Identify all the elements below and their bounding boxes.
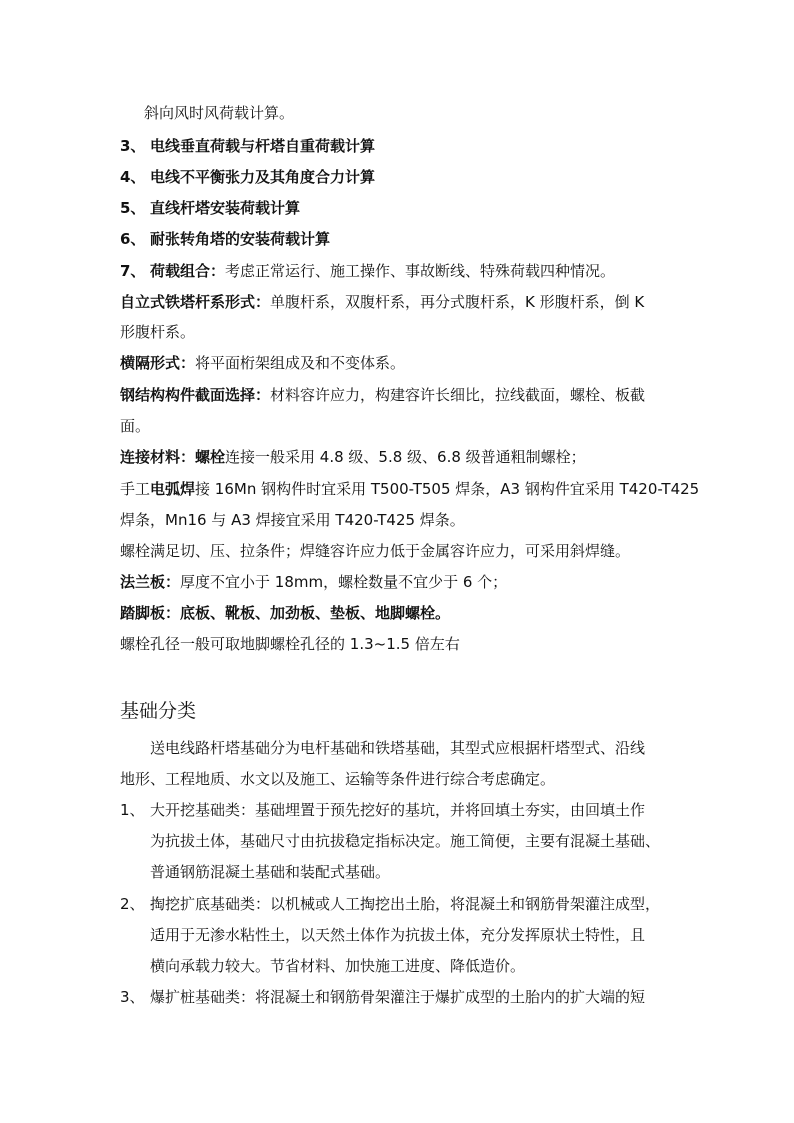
paragraph-line: 地形、工程地质、水文以及施工、运输等条件进行综合考虑确定。 xyxy=(120,770,556,788)
list-item-2: 2、 掏挖扩底基础类：以机械或人工掏挖出土胎，将混凝土和钢筋骨架灌注成型， xyxy=(120,895,661,913)
text-line: 焊条，Mn16 与 A3 焊接宜采用 T420-T425 焊条。 xyxy=(120,511,465,529)
list-item-6: 6、 耐张转角塔的安装荷载计算 xyxy=(120,230,331,248)
text-line: 踏脚板：底板、靴板、加劲板、垫板、地脚螺栓。 xyxy=(120,604,451,622)
list-item-continuation: 适用于无渗水粘性土，以天然土体作为抗拔土体，充分发挥原状土特性，且 xyxy=(150,926,646,944)
text-line: 横隔形式：将平面桁架组成及和不变体系。 xyxy=(120,354,406,372)
list-item-1: 1、 大开挖基础类：基础埋置于预先挖好的基坑，并将回填土夯实，由回填土作 xyxy=(120,801,646,819)
section-heading: 基础分类 xyxy=(120,700,197,722)
text-line: 形腹杆系。 xyxy=(120,323,196,341)
text-line: 手工电弧焊接 16Mn 钢构件时宜采用 T500-T505 焊条，A3 钢构件宜采用 T420-T425 xyxy=(120,480,700,498)
paragraph-line: 送电线路杆塔基础分为电杆基础和铁塔基础，其型式应根据杆塔型式、沿线 xyxy=(150,739,646,757)
list-item-7: 7、 荷载组合：考虑正常运行、施工操作、事故断线、特殊荷载四种情况。 xyxy=(120,262,616,280)
text-line: 斜向风时风荷载计算。 xyxy=(144,104,295,122)
list-item-3: 3、 电线垂直荷载与杆塔自重荷载计算 xyxy=(120,137,376,155)
list-item-continuation: 为抗拔土体，基础尺寸由抗拔稳定指标决定。施工简便，主要有混凝土基础、 xyxy=(150,832,661,850)
list-item-continuation: 横向承载力较大。节省材料、加快施工进度、降低造价。 xyxy=(150,957,526,975)
text-line: 面。 xyxy=(120,417,151,435)
list-item-continuation: 普通钢筋混凝土基础和装配式基础。 xyxy=(150,863,391,881)
list-item-4: 4、 电线不平衡张力及其角度合力计算 xyxy=(120,168,376,186)
list-item-3-foundation: 3、 爆扩桩基础类：将混凝土和钢筋骨架灌注于爆扩成型的土胎内的扩大端的短 xyxy=(120,988,646,1006)
list-item-5: 5、 直线杆塔安装荷载计算 xyxy=(120,199,301,217)
text-line: 螺栓孔径一般可取地脚螺栓孔径的 1.3~1.5 倍左右 xyxy=(120,635,460,653)
text-line: 连接材料：螺栓连接一般采用 4.8 级、5.8 级、6.8 级普通粗制螺栓； xyxy=(120,448,586,466)
text-line: 螺栓满足切、压、拉条件；焊缝容许应力低于金属容许应力，可采用斜焊缝。 xyxy=(120,542,631,560)
text-line: 法兰板：厚度不宜小于 18mm，螺栓数量不宜少于 6 个； xyxy=(120,573,508,591)
text-line: 钢结构构件截面选择：材料容许应力，构建容许长细比，拉线截面，螺栓、板截 xyxy=(120,386,646,404)
text-line: 自立式铁塔杆系形式：单腹杆系，双腹杆系，再分式腹杆系，K 形腹杆系，倒 K xyxy=(120,293,645,311)
